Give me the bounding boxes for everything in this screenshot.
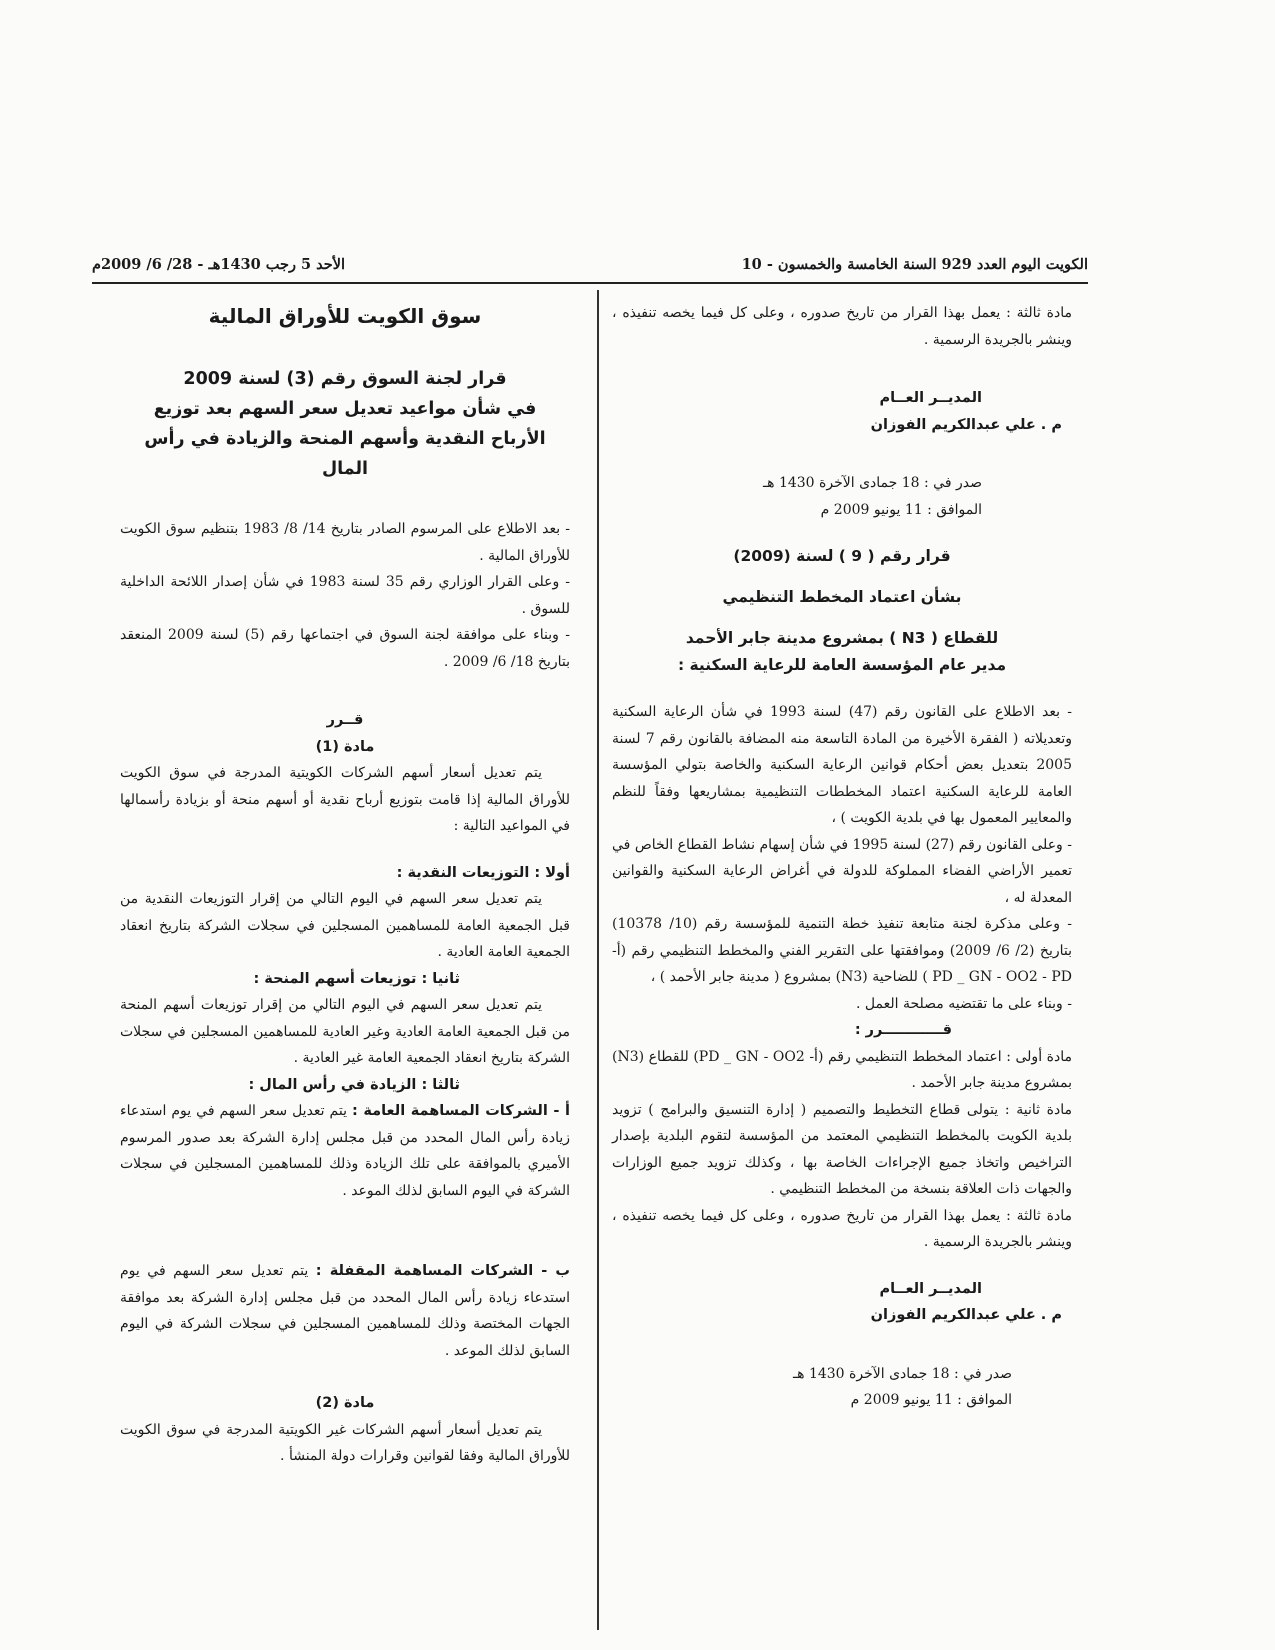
article-second: مادة ثانية : يتولى قطاع التخطيط والتصميم ( إدارة التنسيق والبرامج ) تزويد بلدية الكويت بالمخطط التنظيمي المعتمد من المؤسسة لتقوم البلدية بإصدار التراخيص واتخاذ جميع الإجراءات الخاصة بها ، وكذلك تزويد جميع الوزارات والجهات ذات العلاقة بنسخة من المخطط التنظيمي . (612, 1101, 1072, 1197)
corresponding-date-1: الموافق : 11 يونيو 2009 م (820, 501, 982, 518)
bonus-shares-heading: ثانيا : توزيعات أسهم المنحة : (253, 970, 460, 987)
decision-9-title: قرار رقم ( 9 ) لسنة (2009) (733, 547, 951, 565)
public-companies-text: يتم تعديل سعر السهم في يوم استدعاء زيادة رأس المال المحدد من قبل مجلس إدارة الشركة بعد صدور المرسوم الأميري بالموافقة على تلك الزيادة وذلك للمساهمين المسجلين في سجلات الشركة في اليوم السابق لذلك الموعد . (120, 1103, 570, 1199)
corresponding-date-2: الموافق : 11 يونيو 2009 م (850, 1392, 1012, 1408)
article-first: مادة أولى : اعتماد المخطط التنظيمي رقم (أ- PD _ GN - OO2) للقطاع (N3) بمشروع مدينة جابر الأحمد . (612, 1048, 1072, 1091)
signature-name: م . علي عبدالكريم الفوزان (870, 416, 1062, 433)
issue-date: الأحد 5 رجب 1430هـ - 28/ 6/ 2009م (92, 256, 346, 273)
closed-companies-text: يتم تعديل سعر السهم في يوم استدعاء زيادة رأس المال المحدد من قبل مجلس إدارة الشركة بعد موافقة الجهات المختصة وذلك للمساهمين المسجلين في سجلات الشركة في اليوم السابق لذلك الموعد . (120, 1263, 570, 1359)
director-heading: مدير عام المؤسسة العامة للرعاية السكنية : (677, 656, 1007, 674)
decision-title: قرار لجنة السوق رقم (3) لسنة 2009 (183, 369, 507, 389)
article-2-text: يتم تعديل أسعار أسهم الشركات غير الكويتية المدرجة في سوق الكويت للأوراق المالية وفقا لقوانين وقرارات دولة المنشأ . (120, 1421, 570, 1464)
public-companies-heading: أ - الشركات المساهمة العامة : (351, 1103, 570, 1119)
preamble-law-47: - بعد الاطلاع على القانون رقم (47) لسنة 1993 في شأن الرعاية السكنية وتعديلاته ( الفقرة الأخيرة من المادة التاسعة منه المضافة بالقانون رقم 7 لسنة 2005 بتعديل بعض أحكام قوانين الرعاية السكنية والخاصة بتولي المؤسسة العامة للرعاية السكنية اعتماد المخططات التنظيمية بمشاريعها وفقاً للنظم والمعايير المعمول بها في بلدية الكويت ) ، (612, 704, 1072, 826)
cash-dividends-heading: أولا : التوزيعات النقدية : (396, 864, 570, 881)
bonus-shares-text: يتم تعديل سعر السهم في اليوم التالي من إقرار توزيعات أسهم المنحة من قبل الجمعية العامة العادية وغير العادية للمساهمين المسجلين في سجلات الشركة بتاريخ انعقاد الجمعية العامة غير العادية . (120, 997, 570, 1066)
preamble-2: - وعلى القرار الوزاري رقم 35 لسنة 1983 في شأن إصدار اللائحة الداخلية للسوق . (120, 574, 570, 617)
header-rule (92, 282, 1088, 284)
issue-info: الكويت اليوم العدد 929 السنة الخامسة والخمسون - 10 (741, 256, 1088, 273)
article-3-continued: مادة ثالثة : يعمل بهذا القرار من تاريخ صدوره ، وعلى كل فيما يخصه تنفيذه ، وينشر بالجريدة الرسمية . (612, 305, 1072, 348)
signature-title: المديــر العــام (879, 390, 982, 406)
article-1-heading: مادة (1) (315, 738, 375, 755)
preamble-1: - بعد الاطلاع على المرسوم الصادر بتاريخ 14/ 8/ 1983 بتنظيم سوق الكويت للأوراق المالية . (120, 521, 570, 564)
capital-increase-heading: ثالثا : الزيادة في رأس المال : (248, 1076, 460, 1093)
decided-heading-right: قــــــــــــرر : (854, 1022, 952, 1038)
running-head (92, 252, 1088, 282)
column-divider (597, 290, 599, 1630)
signature-name-2: م . علي عبدالكريم الفوزان (870, 1307, 1062, 1323)
preamble-law-27: - وعلى القانون رقم (27) لسنة 1995 في شأن إسهام نشاط القطاع الخاص في تعمير الأراضي الفضاء المملوكة للدولة في أغراض الرعاية السكنية والقوانين المعدلة له ، (612, 836, 1072, 906)
preamble-3: - وبناء على موافقة لجنة السوق في اجتماعها رقم (5) لسنة 2009 المنعقد بتاريخ 18/ 6/ 2009 . (120, 627, 570, 670)
article-third: مادة ثالثة : يعمل بهذا القرار من تاريخ صدوره ، وعلى كل فيما يخصه تنفيذه ، وينشر بالجريدة الرسمية . (612, 1207, 1072, 1250)
decided-heading: قــرر (326, 712, 364, 728)
decision-9-subtitle-2: للقطاع ( N3 ) بمشروع مدينة جابر الأحمد (685, 629, 999, 647)
decision-subtitle-1: في شأن مواعيد تعديل سعر السهم بعد توزيع (153, 399, 537, 419)
left-column (120, 300, 570, 1476)
article-2-heading: مادة (2) (315, 1395, 375, 1411)
issued-date-1: صدر في : 18 جمادى الآخرة 1430 هـ (763, 475, 982, 491)
preamble-memo: - وعلى مذكرة لجنة متابعة تنفيذ خطة التنمية للمؤسسة رقم (10/ 10378) بتاريخ (2/ 6/ 2009) وموافقتها على التقرير الفني والمخطط التنظيمي رقم (أ- PD _ GN - OO2 - PD ) للضاحية (N3) بمشروع ( مدينة جابر الأحمد ) ، (612, 916, 1073, 985)
article-1-text: يتم تعديل أسعار أسهم الشركات الكويتية المدرجة في سوق الكويت للأوراق المالية إذا قامت بتوزيع أرباح نقدية أو أسهم منحة أو بزيادة رأسمالها في المواعيد التالية : (120, 765, 570, 834)
cash-dividends-text: يتم تعديل سعر السهم في اليوم التالي من إقرار التوزيعات النقدية من قبل الجمعية العامة للمساهمين المسجلين في سجلات الشركة بتاريخ انعقاد الجمعية العامة العادية . (120, 891, 570, 960)
closed-companies-heading: ب - الشركات المساهمة المقفلة : (315, 1263, 570, 1279)
decision-subtitle-2: الأرباح النقدية وأسهم المنحة والزيادة في رأس المال (144, 429, 546, 479)
decision-9-subtitle-1: بشأن اعتماد المخطط التنظيمي (722, 588, 962, 606)
signature-title-2: المديــر العــام (879, 1280, 982, 1297)
section-title: سوق الكويت للأوراق المالية (208, 304, 482, 328)
preamble-work-interest: - وبناء على ما تقتضيه مصلحة العمل . (856, 995, 1072, 1012)
issued-date-2: صدر في : 18 جمادى الآخرة 1430 هـ (793, 1365, 1012, 1382)
right-column (612, 300, 1072, 1420)
